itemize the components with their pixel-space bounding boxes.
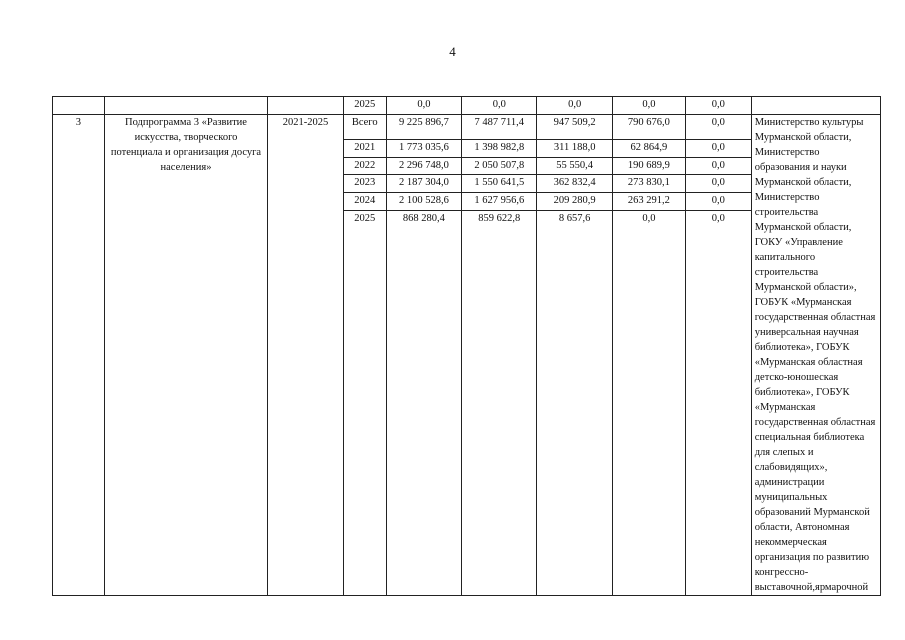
responsible-executors: Министерство культуры Мурманской области, Министерство образования и науки Мурманской области, Министерство строительства Мурманской области, ГОКУ «Управление капитального строительства Мурманской области», ГОБУК «Мурманская государственная областная универсальная научная библиотека», ГОБУК «Мурманская областная детско-юношеская библиотека», ГОБУК «Мурманская государственная областная специальная библиотека для слепых и слабовидящих», администрации муниципальных образований Мурманской области, Автономная некоммерческая организация по развитию конгрессно-выставочной,ярмарочной <box>751 115 880 596</box>
program-name: Подпрограмма 3 «Развитие искусства, творческого потенциала и организация досуга населения» <box>104 115 268 596</box>
value-cell: 0,0 <box>686 175 752 193</box>
value-cell: 0,0 <box>686 210 752 595</box>
value-cell: 0,0 <box>462 97 537 115</box>
value-cell: 0,0 <box>612 210 685 595</box>
cell-empty <box>751 97 880 115</box>
value-cell: 55 550,4 <box>537 157 612 175</box>
page-number: 4 <box>449 44 456 59</box>
year-cell: 2022 <box>343 157 386 175</box>
budget-table <box>52 96 881 596</box>
value-cell: 8 657,6 <box>537 210 612 595</box>
program-period: 2021-2025 <box>268 115 343 596</box>
cell-empty <box>268 97 343 115</box>
value-cell: 0,0 <box>686 115 752 140</box>
value-cell: 1 398 982,8 <box>462 139 537 157</box>
value-cell: 2 187 304,0 <box>386 175 461 193</box>
value-cell: 859 622,8 <box>462 210 537 595</box>
value-cell: 9 225 896,7 <box>386 115 461 140</box>
value-cell: 362 832,4 <box>537 175 612 193</box>
table-row <box>53 97 881 115</box>
value-cell: 0,0 <box>537 97 612 115</box>
table-row <box>53 115 881 140</box>
value-cell: 190 689,9 <box>612 157 685 175</box>
year-cell: 2025 <box>343 97 386 115</box>
year-cell: 2024 <box>343 193 386 211</box>
program-number: 3 <box>53 115 105 596</box>
value-cell: 0,0 <box>612 97 685 115</box>
value-cell: 273 830,1 <box>612 175 685 193</box>
value-cell: 0,0 <box>686 157 752 175</box>
year-cell: 2023 <box>343 175 386 193</box>
value-cell: 62 864,9 <box>612 139 685 157</box>
value-cell: 7 487 711,4 <box>462 115 537 140</box>
value-cell: 1 773 035,6 <box>386 139 461 157</box>
year-cell: Всего <box>343 115 386 140</box>
value-cell: 947 509,2 <box>537 115 612 140</box>
value-cell: 1 550 641,5 <box>462 175 537 193</box>
value-cell: 209 280,9 <box>537 193 612 211</box>
value-cell: 0,0 <box>686 193 752 211</box>
value-cell: 2 050 507,8 <box>462 157 537 175</box>
value-cell: 2 100 528,6 <box>386 193 461 211</box>
value-cell: 1 627 956,6 <box>462 193 537 211</box>
value-cell: 2 296 748,0 <box>386 157 461 175</box>
cell-empty <box>104 97 268 115</box>
year-cell: 2025 <box>343 210 386 595</box>
value-cell: 311 188,0 <box>537 139 612 157</box>
cell-empty <box>53 97 105 115</box>
value-cell: 790 676,0 <box>612 115 685 140</box>
value-cell: 0,0 <box>386 97 461 115</box>
value-cell: 0,0 <box>686 97 752 115</box>
value-cell: 0,0 <box>686 139 752 157</box>
value-cell: 868 280,4 <box>386 210 461 595</box>
value-cell: 263 291,2 <box>612 193 685 211</box>
year-cell: 2021 <box>343 139 386 157</box>
